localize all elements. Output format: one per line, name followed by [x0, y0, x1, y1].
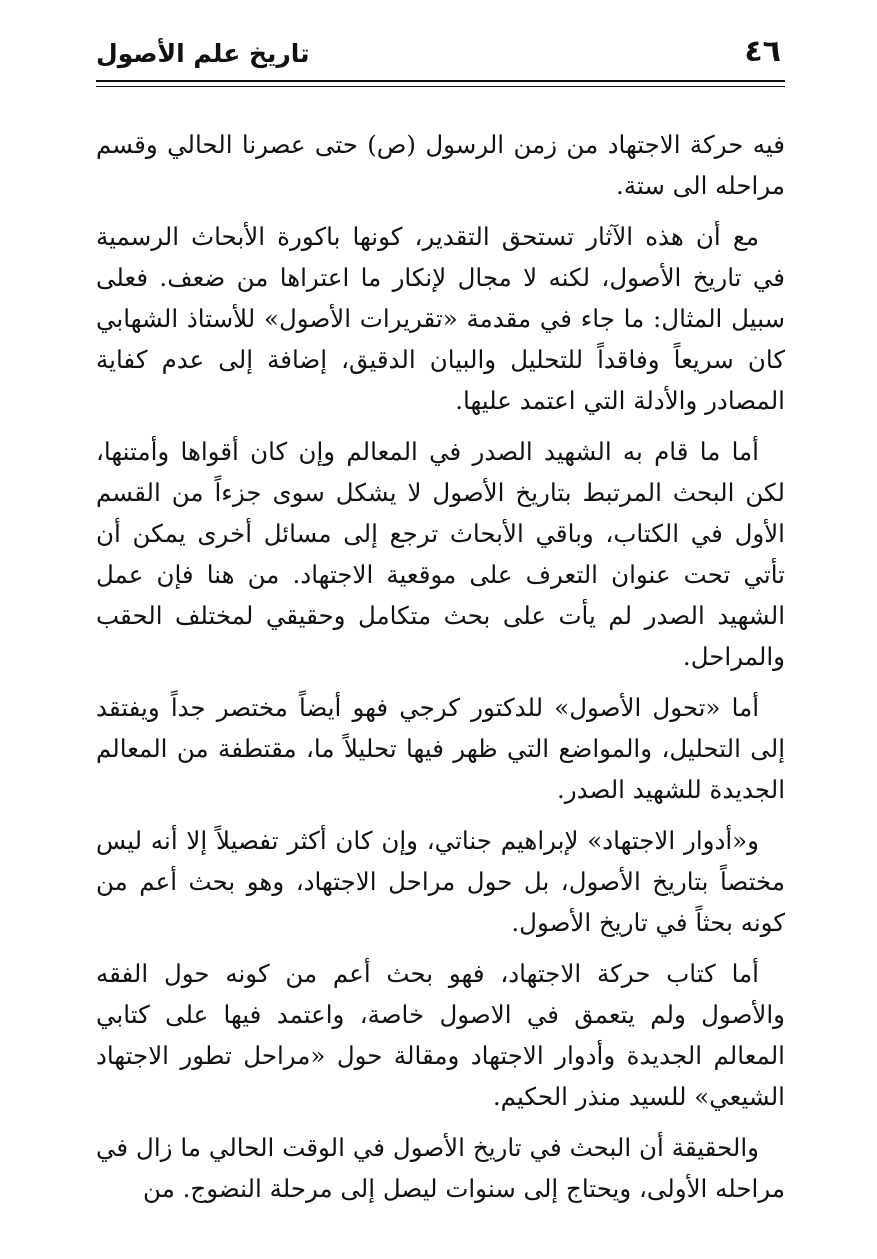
- body-text: [96, 124, 785, 1219]
- page-number: ٤٦: [744, 34, 781, 69]
- paragraph: و«أدوار الاجتهاد» لإبراهيم جناتي، وإن كان أكثر تفصيلاً إلا أنه ليس مختصاً بتاريخ الأصول، بل حول مراحل الاجتهاد، وهو بحث أعم من كونه بحثاً في تاريخ الأصول.: [96, 826, 785, 937]
- paragraph: أما ما قام به الشهيد الصدر في المعالم وإن كان أقواها وأمتنها، لكن البحث المرتبط بتاريخ الأصول لا يشكل سوى جزءاً من القسم الأول في الكتاب، وباقي الأبحاث ترجع إلى مسائل أخرى يمكن أن تأتي تحت عنوان التعرف على موقعية الاجتهاد. من هنا فإن عمل الشهيد الصدر لم يأت على بحث متكامل وحقيقي لمختلف الحقب والمراحل.: [96, 437, 785, 671]
- header-rule-thick: [96, 80, 785, 82]
- paragraph: أما «تحول الأصول» للدكتور كرجي فهو أيضاً مختصر جداً ويفتقد إلى التحليل، والمواضع التي ظهر فيها تحليلاً ما، مقتطفة من المعالم الجديدة للشهيد الصدر.: [96, 693, 785, 804]
- paragraph: أما كتاب حركة الاجتهاد، فهو بحث أعم من كونه حول الفقه والأصول ولم يتعمق في الاصول خاصة، واعتمد فيها على كتابي المعالم الجديدة وأدوار الاجتهاد ومقالة حول «مراحل تطور الاجتهاد الشيعي» للسيد منذر الحكيم.: [96, 959, 785, 1111]
- running-title: تاريخ علم الأصول: [96, 39, 310, 68]
- header-rule-thin: [96, 86, 785, 87]
- paragraph: والحقيقة أن البحث في تاريخ الأصول في الوقت الحالي ما زال في مراحله الأولى، ويحتاج إلى سنوات ليصل إلى مرحلة النضوج. من: [96, 1133, 785, 1203]
- paragraph: مع أن هذه الآثار تستحق التقدير، كونها باكورة الأبحاث الرسمية في تاريخ الأصول، لكنه لا مجال لإنكار ما اعتراها من ضعف. فعلى سبيل المثال: ما جاء في مقدمة «تقريرات الأصول» للأستاذ الشهابي كان سريعاً وفاقداً للتحليل والبيان الدقيق، إضافة إلى عدم كفاية المصادر والأدلة التي اعتمد عليها.: [96, 222, 785, 415]
- page-header: [96, 26, 785, 76]
- paragraph-continuation: فيه حركة الاجتهاد من زمن الرسول (ص) حتى عصرنا الحالي وقسم مراحله الى ستة.: [96, 130, 785, 200]
